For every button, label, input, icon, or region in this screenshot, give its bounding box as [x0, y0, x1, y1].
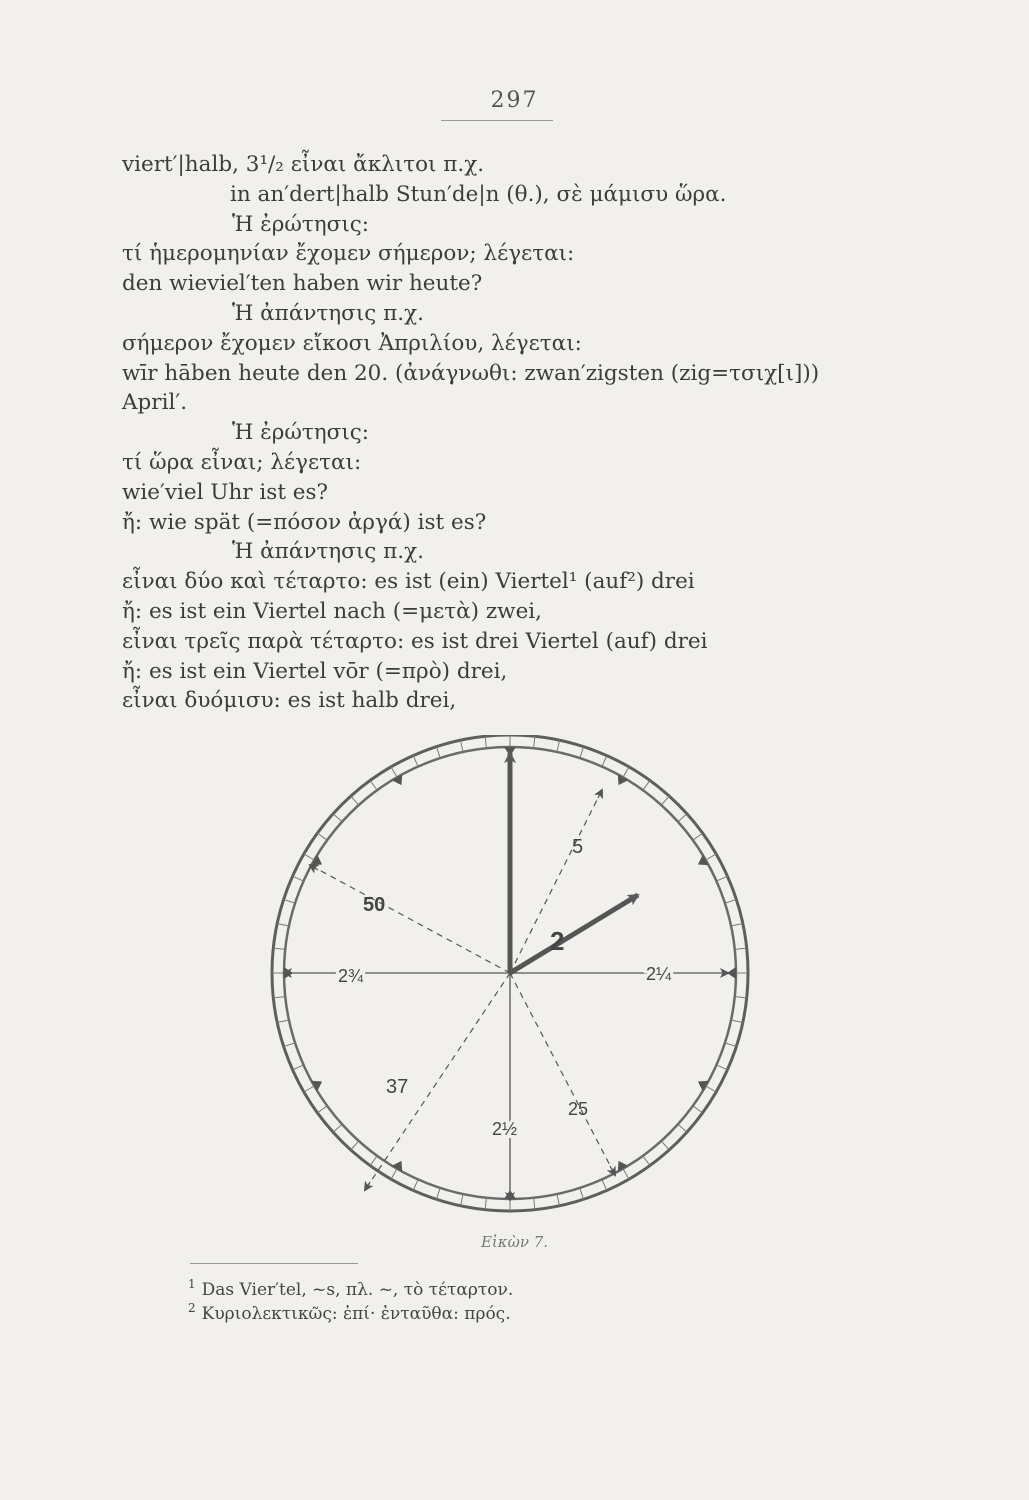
text-line: τί ἡμερομηνίαν ἔχομεν σήμερον; λέγεται:: [122, 241, 575, 267]
dial-tick: [277, 924, 289, 926]
label-min25: 25: [568, 1099, 589, 1119]
text-line: εἶναι τρεῖς παρὰ τέταρτο: es ist drei Viertel (auf) drei: [122, 628, 708, 654]
clock-figure: [260, 735, 760, 1235]
label-hour: 2: [550, 926, 565, 956]
dial-tick: [351, 796, 359, 805]
minute-arrowheads: [310, 790, 615, 1190]
text-line: εἶναι δύο καὶ τέταρτο: es ist (ein) Viertel¹ (auf²) drei: [122, 569, 695, 595]
dial-tick: [461, 1194, 463, 1206]
text-line: April′.: [122, 390, 188, 416]
dial-tick: [391, 767, 397, 777]
dial-tick: [273, 997, 285, 998]
quarter-lines: [284, 973, 728, 1200]
hour-hand: [510, 895, 638, 973]
footnote-text: Κυριολεκτικῶς: ἐπί· ἐνταῦθα: πρός.: [201, 1304, 511, 1324]
dial-tick: [623, 767, 629, 777]
minute-guides: [310, 790, 615, 1190]
dial-tick: [317, 1106, 327, 1113]
label-min5: 5: [572, 836, 584, 858]
dial-tick: [293, 876, 304, 881]
header-rule: [441, 120, 553, 121]
dial-tick: [534, 1198, 535, 1210]
dial-tick: [333, 1124, 342, 1132]
dial-tick: [557, 1194, 559, 1206]
body-text: [122, 150, 922, 716]
dial-tick: [370, 1156, 377, 1166]
dial-tick: [735, 997, 747, 998]
dial-tick: [602, 1179, 607, 1190]
text-line: Ἡ ἐρώτησις:: [232, 420, 370, 446]
text-line: Ἡ ἀπάντησις π.χ.: [232, 300, 424, 326]
label-min50: 50: [363, 894, 386, 916]
dial-tick: [485, 736, 486, 748]
text-line: in an′dert|halb Stun′de|n (θ.), σὲ μάμισυ ὥρα.: [230, 181, 727, 207]
dial-tick: [643, 780, 650, 790]
dial-tick: [273, 948, 285, 949]
dial-tick: [706, 854, 716, 860]
dial-tick: [731, 924, 743, 926]
text-line: εἶναι δυόμισυ: es ist halb drei,: [122, 688, 457, 714]
footnote-2: [188, 1302, 513, 1326]
dial-tick: [725, 1043, 736, 1047]
dial-tick: [436, 747, 440, 758]
text-line: τί ὥρα εἶναι; λέγεται:: [122, 449, 362, 475]
text-line: ἤ: es ist ein Viertel nach (=μετὰ) zwei,: [122, 598, 543, 624]
footnote-text: Das Vier′tel, ~s, πλ. ~, τὸ τέταρτον.: [201, 1280, 514, 1300]
dial-tick: [678, 814, 687, 822]
dial-tick: [735, 948, 747, 949]
dial-tick: [643, 1156, 650, 1166]
text-line: den wieviel′ten haben wir heute?: [122, 271, 483, 297]
dial-tick: [534, 736, 535, 748]
figure-caption: Εἰκὼν 7.: [480, 1233, 549, 1251]
dial-tick: [370, 780, 377, 790]
dial-tick: [623, 1169, 629, 1179]
dial-tick: [351, 1141, 359, 1150]
text-line: ἤ: es ist ein Viertel vōr (=πρὸ) drei,: [122, 658, 508, 684]
dial-tick: [693, 1106, 703, 1113]
dial-tick: [661, 796, 669, 805]
dial-tick: [716, 876, 727, 881]
label-half: 2½: [492, 1119, 518, 1139]
dial-tick: [678, 1124, 687, 1132]
text-line: Ἡ ἐρώτησις:: [232, 211, 370, 237]
dial-tick: [277, 1020, 289, 1022]
text-line: Ἡ ἀπάντησις π.χ.: [232, 539, 424, 565]
label-quarter-past: 2¼: [646, 964, 672, 984]
footnote-mark: 1: [188, 1277, 196, 1292]
text-line: σήμερον ἔχομεν εἴκοσι Ἀπριλίου, λέγεται:: [122, 330, 582, 356]
dial-tick: [284, 899, 295, 903]
dial-tick: [725, 899, 736, 903]
dial-tick: [716, 1065, 727, 1070]
text-line: ἤ: wie spät (=πόσον ἀργά) ist es?: [122, 509, 487, 535]
footnote-mark: 2: [188, 1301, 196, 1316]
label-min37: 37: [386, 1076, 409, 1098]
dial-tick: [304, 1086, 314, 1092]
dial-tick: [661, 1141, 669, 1150]
label-quarter-to: 2¾: [338, 966, 364, 986]
text-line: wīr hāben heute den 20. (ἀνάγνωθι: zwan′zigsten (zig=τσιχ[ι])): [122, 360, 820, 386]
dial-tick: [304, 854, 314, 860]
footnote-1: [188, 1278, 513, 1302]
hour-mark: [727, 967, 736, 979]
dial-tick: [602, 756, 607, 767]
dial-tick: [706, 1086, 716, 1092]
text-line: viert′|halb, 3¹/₂ εἶναι ἄκλιτοι π.χ.: [122, 152, 485, 177]
footnote-rule: [190, 1263, 358, 1264]
page-number: 297: [490, 88, 539, 113]
dial-tick: [436, 1188, 440, 1199]
dial-tick: [693, 833, 703, 840]
dial-tick: [391, 1169, 397, 1179]
dial-tick: [333, 814, 342, 822]
dial-tick: [413, 756, 418, 767]
dial-tick: [485, 1198, 486, 1210]
dial-tick: [284, 1043, 295, 1047]
dial-tick: [580, 747, 584, 758]
dial-tick: [557, 740, 559, 752]
dial-tick: [293, 1065, 304, 1070]
dial-tick: [731, 1020, 743, 1022]
footnotes: [188, 1278, 513, 1326]
dial-tick: [413, 1179, 418, 1190]
dial-tick: [580, 1188, 584, 1199]
dial-tick: [317, 833, 327, 840]
dial-tick: [461, 740, 463, 752]
text-line: wie′viel Uhr ist es?: [122, 479, 329, 505]
